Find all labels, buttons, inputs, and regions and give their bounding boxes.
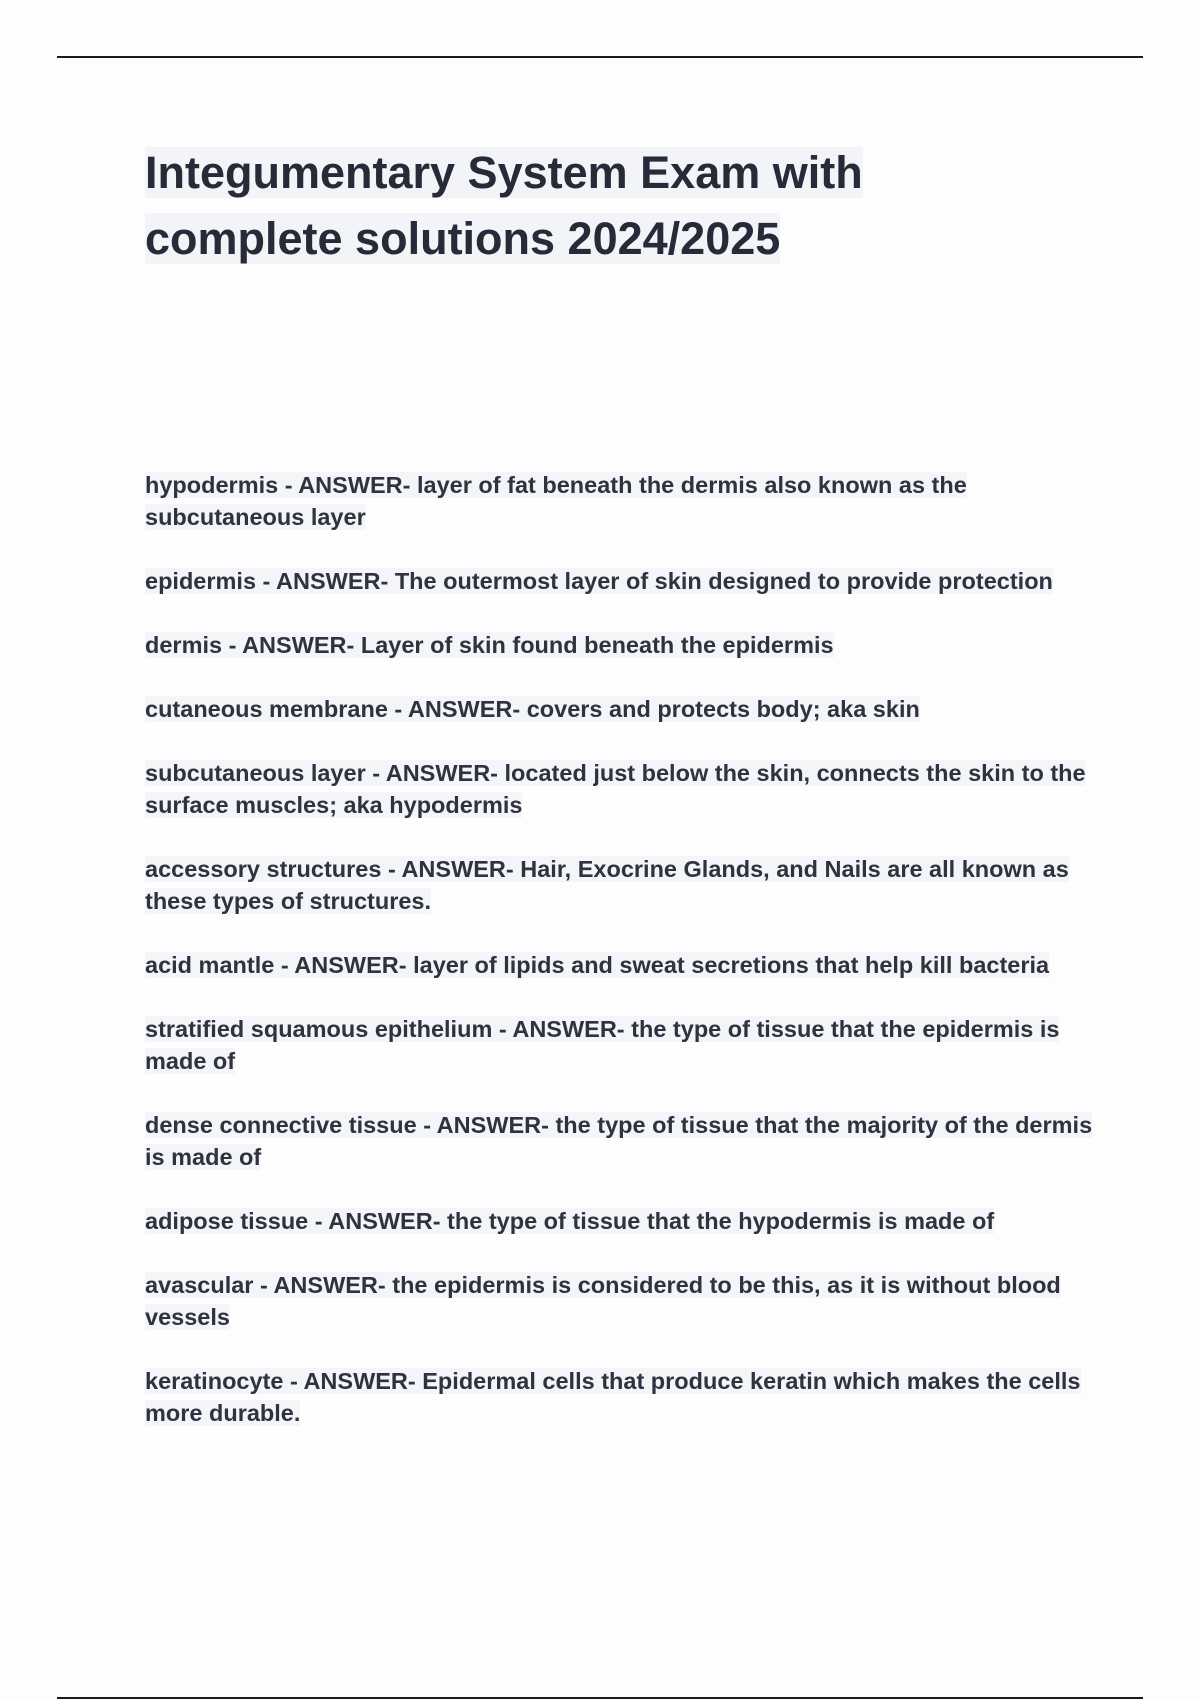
list-item — [145, 1269, 1095, 1333]
qa-text: keratinocyte - ANSWER- Epidermal cells that produce keratin which makes the cells more durable. — [145, 1368, 1081, 1426]
qa-text: stratified squamous epithelium - ANSWER- the type of tissue that the epidermis is made of — [145, 1016, 1060, 1074]
title-line-1: Integumentary System Exam with — [145, 147, 863, 198]
qa-text: adipose tissue - ANSWER- the type of tissue that the hypodermis is made of — [145, 1208, 995, 1234]
list-item — [145, 629, 1095, 661]
qa-list — [145, 469, 1095, 1461]
list-item — [145, 469, 1095, 533]
list-item — [145, 693, 1095, 725]
list-item — [145, 757, 1095, 821]
qa-text: accessory structures - ANSWER- Hair, Exocrine Glands, and Nails are all known as these types of structures. — [145, 856, 1069, 914]
list-item — [145, 565, 1095, 597]
title-line-2: complete solutions 2024/2025 — [145, 213, 781, 264]
list-item — [145, 1205, 1095, 1237]
qa-text: dense connective tissue - ANSWER- the type of tissue that the majority of the dermis is made of — [145, 1112, 1093, 1170]
qa-text: avascular - ANSWER- the epidermis is considered to be this, as it is without blood vessels — [145, 1272, 1061, 1330]
qa-text: epidermis - ANSWER- The outermost layer of skin designed to provide protection — [145, 568, 1053, 594]
bottom-divider — [57, 1697, 1143, 1699]
list-item — [145, 1013, 1095, 1077]
top-divider — [57, 56, 1143, 58]
list-item — [145, 1109, 1095, 1173]
list-item — [145, 1365, 1095, 1429]
qa-text: acid mantle - ANSWER- layer of lipids and sweat secretions that help kill bacteria — [145, 952, 1050, 978]
list-item — [145, 949, 1095, 981]
qa-text: hypodermis - ANSWER- layer of fat beneath the dermis also known as the subcutaneous layer — [145, 472, 967, 530]
qa-text: dermis - ANSWER- Layer of skin found beneath the epidermis — [145, 632, 834, 658]
list-item — [145, 853, 1095, 917]
qa-text: cutaneous membrane - ANSWER- covers and protects body; aka skin — [145, 696, 920, 722]
page-title — [145, 140, 1045, 272]
qa-text: subcutaneous layer - ANSWER- located just below the skin, connects the skin to the surface muscles; aka hypodermis — [145, 760, 1086, 818]
